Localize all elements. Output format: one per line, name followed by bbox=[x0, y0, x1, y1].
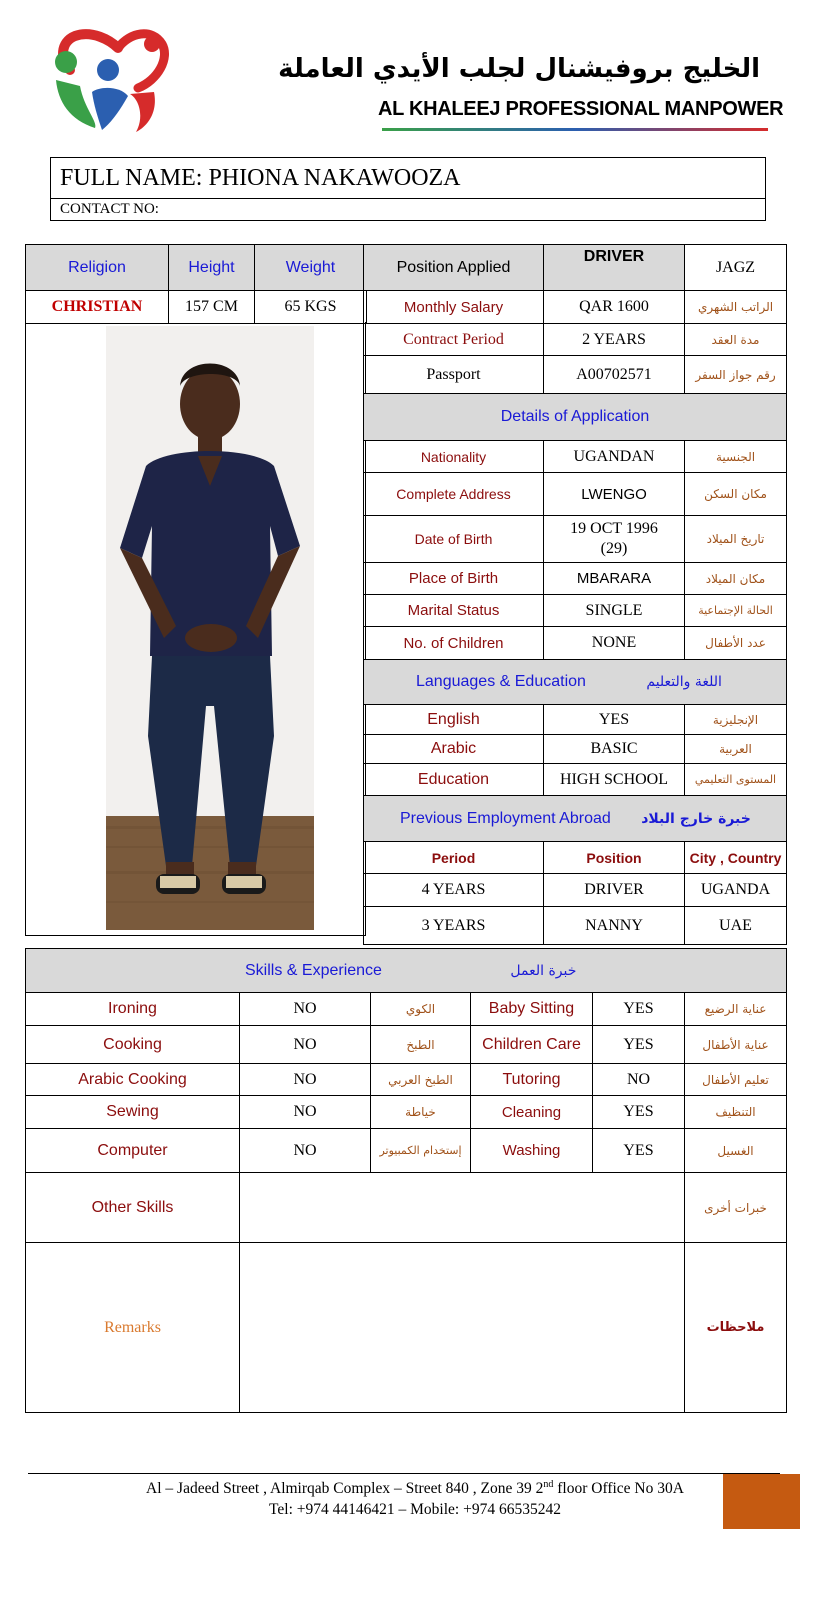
footer-accent-block bbox=[723, 1474, 800, 1529]
salary-label-arabic: الراتب الشهري bbox=[685, 291, 787, 324]
skill-label-arabic: التنظيف bbox=[685, 1096, 787, 1129]
skills-table bbox=[25, 948, 787, 1413]
skill-label-arabic: الطبخ bbox=[371, 1026, 471, 1064]
header-underline bbox=[382, 128, 768, 131]
period-header: Period bbox=[364, 842, 544, 874]
education-label: Education bbox=[364, 764, 544, 796]
agent-code: JAGZ bbox=[685, 245, 787, 291]
employment-period: 3 YEARS bbox=[364, 907, 544, 945]
weight-header: Weight bbox=[255, 245, 367, 291]
skills-section-title bbox=[26, 949, 787, 993]
table-row bbox=[26, 1129, 787, 1173]
details-section-title: Details of Application bbox=[364, 394, 787, 441]
skills-title: Skills & Experience bbox=[245, 961, 382, 979]
contract-value: 2 YEARS bbox=[544, 324, 685, 356]
skill-value: NO bbox=[240, 1064, 371, 1096]
skill-label-arabic: عناية الرضيع bbox=[685, 993, 787, 1026]
table-row bbox=[364, 907, 787, 945]
arabic-value: BASIC bbox=[544, 735, 685, 764]
other-skills-label-arabic: خبرات أخرى bbox=[685, 1173, 787, 1243]
skill-label: Tutoring bbox=[471, 1064, 593, 1096]
footer-divider bbox=[28, 1473, 780, 1474]
height-value: 157 CM bbox=[169, 291, 255, 324]
passport-label: Passport bbox=[364, 356, 544, 394]
employment-country: UGANDA bbox=[685, 874, 787, 907]
skill-label: Cleaning bbox=[471, 1096, 593, 1129]
skill-label-arabic: الكوي bbox=[371, 993, 471, 1026]
company-name-english: AL KHALEEJ PROFESSIONAL MANPOWER bbox=[378, 98, 784, 120]
table-row bbox=[26, 1026, 787, 1064]
skill-value: NO bbox=[593, 1064, 685, 1096]
english-label: English bbox=[364, 705, 544, 735]
remarks-label: Remarks bbox=[26, 1243, 240, 1413]
contract-label-arabic: مدة العقد bbox=[685, 324, 787, 356]
skill-value: YES bbox=[593, 1129, 685, 1173]
arabic-label-arabic: العربية bbox=[685, 735, 787, 764]
other-skills-value bbox=[240, 1173, 685, 1243]
address-label-arabic: مكان السكن bbox=[685, 473, 787, 516]
weight-value: 65 KGS bbox=[255, 291, 367, 324]
candidate-photo bbox=[106, 326, 314, 930]
skill-label-arabic: تعليم الأطفال bbox=[685, 1064, 787, 1096]
employment-title: Previous Employment Abroad bbox=[400, 809, 611, 827]
english-value: YES bbox=[544, 705, 685, 735]
company-logo bbox=[40, 22, 170, 137]
application-table bbox=[363, 244, 787, 945]
table-row bbox=[364, 874, 787, 907]
full-name-row bbox=[50, 157, 766, 199]
employment-position: NANNY bbox=[544, 907, 685, 945]
company-name-arabic: الخليج بروفيشنال لجلب الأيدي العاملة bbox=[278, 54, 760, 84]
passport-label-arabic: رقم جواز السفر bbox=[685, 356, 787, 394]
skill-label-arabic: الغسيل bbox=[685, 1129, 787, 1173]
birthplace-label-arabic: مكان الميلاد bbox=[685, 563, 787, 595]
dob-label-arabic: تاريخ الميلاد bbox=[685, 516, 787, 563]
salary-label: Monthly Salary bbox=[364, 291, 544, 324]
skill-label: Washing bbox=[471, 1129, 593, 1173]
footer-address-part2: floor Office No 30A bbox=[553, 1480, 684, 1498]
footer-phones: Tel: +974 44146421 – Mobile: +974 66535242 bbox=[269, 1501, 561, 1518]
table-row bbox=[26, 1096, 787, 1129]
skill-label-arabic: إستخدام الكمبيوتر bbox=[371, 1129, 471, 1173]
birthplace-label: Place of Birth bbox=[364, 563, 544, 595]
skill-label: Children Care bbox=[471, 1026, 593, 1064]
employment-country: UAE bbox=[685, 907, 787, 945]
education-value: HIGH SCHOOL bbox=[544, 764, 685, 796]
table-row bbox=[26, 993, 787, 1026]
marital-label: Marital Status bbox=[364, 595, 544, 627]
address-label: Complete Address bbox=[364, 473, 544, 516]
nationality-value: UGANDAN bbox=[544, 441, 685, 473]
skill-label: Baby Sitting bbox=[471, 993, 593, 1026]
skills-title-arabic: خبرة العمل bbox=[510, 962, 577, 979]
contract-label: Contract Period bbox=[364, 324, 544, 356]
religion-header: Religion bbox=[26, 245, 169, 291]
basic-info-table bbox=[25, 244, 367, 324]
table-row bbox=[26, 1064, 787, 1096]
birthplace-value: MBARARA bbox=[544, 563, 685, 595]
skill-label-arabic: خياطة bbox=[371, 1096, 471, 1129]
skill-value: NO bbox=[240, 1129, 371, 1173]
full-name-value: PHIONA NAKAWOOZA bbox=[208, 165, 461, 191]
skill-label: Arabic Cooking bbox=[26, 1064, 240, 1096]
passport-value: A00702571 bbox=[544, 356, 685, 394]
employment-section-title bbox=[364, 796, 787, 842]
remarks-value bbox=[240, 1243, 685, 1413]
nationality-label-arabic: الجنسية bbox=[685, 441, 787, 473]
position-applied-value: DRIVER bbox=[544, 245, 685, 291]
dob-age: (29) bbox=[600, 540, 628, 557]
arabic-label: Arabic bbox=[364, 735, 544, 764]
religion-value: CHRISTIAN bbox=[26, 291, 169, 324]
children-label: No. of Children bbox=[364, 627, 544, 660]
dob-date: 19 OCT 1996 bbox=[570, 520, 658, 537]
languages-section-title bbox=[364, 660, 787, 705]
skill-label: Ironing bbox=[26, 993, 240, 1026]
footer-address bbox=[120, 1479, 710, 1498]
position-header: Position bbox=[544, 842, 685, 874]
address-value: LWENGO bbox=[544, 473, 685, 516]
skill-label: Sewing bbox=[26, 1096, 240, 1129]
marital-value: SINGLE bbox=[544, 595, 685, 627]
skill-value: NO bbox=[240, 1096, 371, 1129]
nationality-label: Nationality bbox=[364, 441, 544, 473]
skill-label: Computer bbox=[26, 1129, 240, 1173]
skill-label-arabic: الطبخ العربي bbox=[371, 1064, 471, 1096]
skill-value: NO bbox=[240, 1026, 371, 1064]
remarks-label-arabic: ملاحظات bbox=[685, 1243, 787, 1413]
dob-label: Date of Birth bbox=[364, 516, 544, 563]
contact-row bbox=[50, 198, 766, 221]
other-skills-label: Other Skills bbox=[26, 1173, 240, 1243]
skill-value: NO bbox=[240, 993, 371, 1026]
english-label-arabic: الإنجليزية bbox=[685, 705, 787, 735]
employment-position: DRIVER bbox=[544, 874, 685, 907]
employment-period: 4 YEARS bbox=[364, 874, 544, 907]
languages-title-arabic: اللغة والتعليم bbox=[646, 674, 722, 690]
position-applied-label: Position Applied bbox=[364, 245, 544, 291]
country-header: City , Country bbox=[685, 842, 787, 874]
education-label-arabic: المستوى التعليمي bbox=[685, 764, 787, 796]
skill-value: YES bbox=[593, 993, 685, 1026]
skill-label-arabic: عناية الأطفال bbox=[685, 1026, 787, 1064]
salary-value: QAR 1600 bbox=[544, 291, 685, 324]
height-header: Height bbox=[169, 245, 255, 291]
skill-label: Cooking bbox=[26, 1026, 240, 1064]
footer-address-sup: nd bbox=[543, 1479, 554, 1490]
children-label-arabic: عدد الأطفال bbox=[685, 627, 787, 660]
dob-value bbox=[544, 516, 685, 563]
contact-label: CONTACT NO: bbox=[60, 201, 159, 217]
languages-title: Languages & Education bbox=[416, 673, 586, 690]
skill-value: YES bbox=[593, 1026, 685, 1064]
marital-label-arabic: الحالة الإجتماعية bbox=[685, 595, 787, 627]
full-name-label: FULL NAME: bbox=[60, 165, 203, 191]
footer-address-part1: Al – Jadeed Street , Almirqab Complex – Street 840 , Zone 39 2 bbox=[146, 1480, 544, 1498]
children-value: NONE bbox=[544, 627, 685, 660]
skill-value: YES bbox=[593, 1096, 685, 1129]
employment-title-arabic: خبرة خارج البلاد bbox=[641, 810, 751, 827]
